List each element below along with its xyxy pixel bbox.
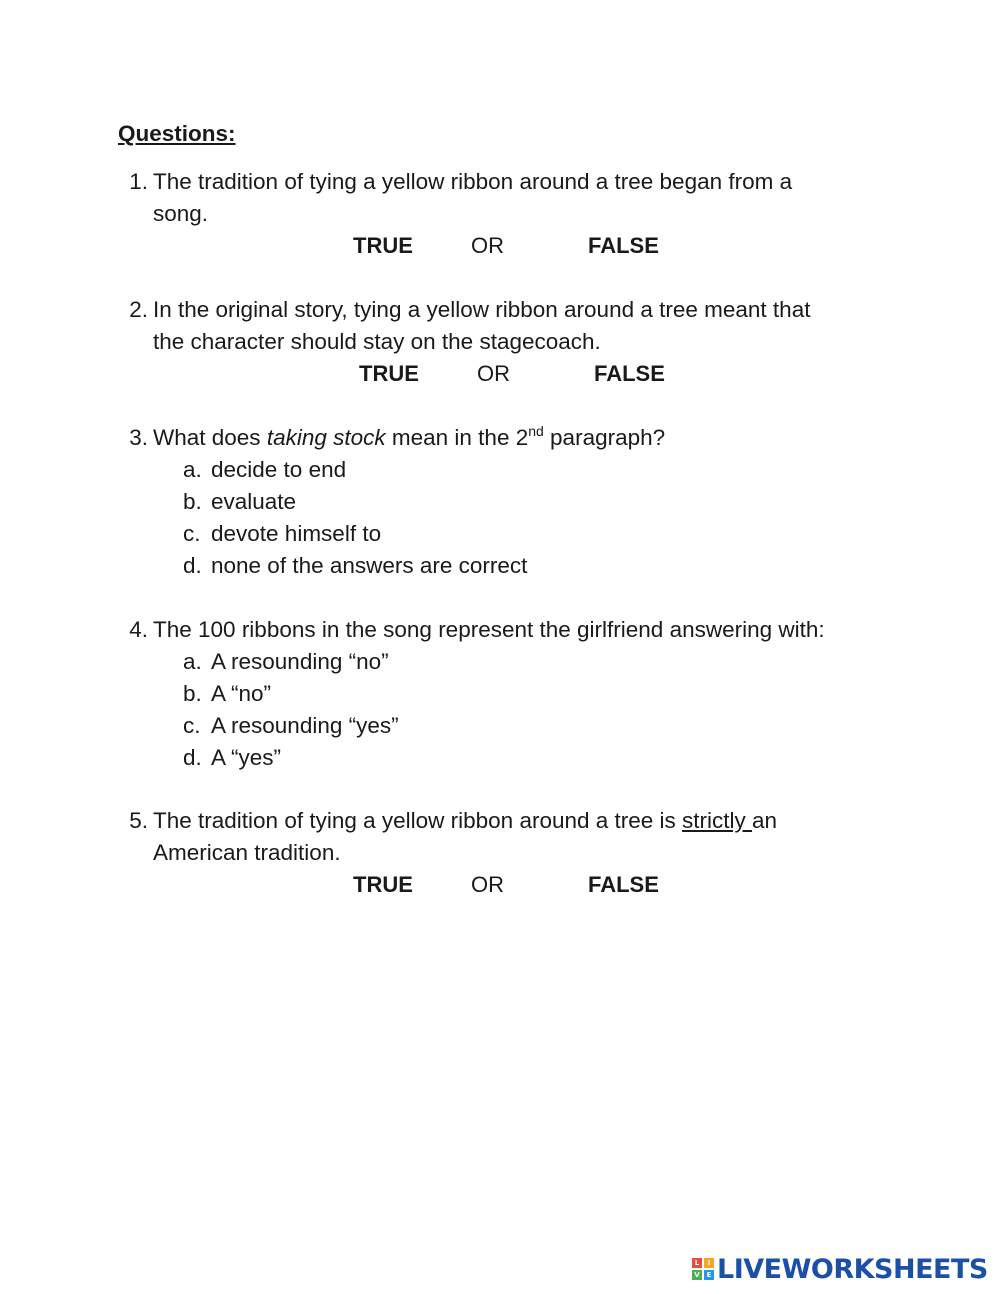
question-text: In the original story, tying a yellow ribbon around a tree meant that [153, 297, 811, 322]
question-number: 1. [129, 169, 148, 194]
italic-phrase: taking stock [266, 425, 386, 450]
question-text-cont: American tradition. [153, 840, 341, 865]
choice-b[interactable]: b. evaluate [183, 489, 297, 514]
or-label: OR [471, 872, 504, 897]
question-text-cont: song. [153, 201, 209, 226]
or-label: OR [477, 361, 510, 386]
question-text: The tradition of tying a yellow ribbon around a tree is strictly an [153, 808, 778, 833]
choice-a[interactable]: a. A resounding “no” [183, 649, 389, 674]
choice-c[interactable]: c. A resounding “yes” [183, 713, 399, 738]
true-option[interactable]: TRUE [353, 872, 413, 897]
liveworksheets-logo [692, 1253, 988, 1285]
logo-block: V [692, 1270, 702, 1280]
question-text: The tradition of tying a yellow ribbon around a tree began from a [153, 169, 793, 194]
logo-block: E [704, 1270, 714, 1280]
false-option[interactable]: FALSE [588, 872, 659, 897]
true-option[interactable]: TRUE [359, 361, 419, 386]
false-option[interactable]: FALSE [588, 233, 659, 258]
question-number: 5. [129, 808, 148, 833]
logo-block: I [704, 1258, 714, 1268]
false-option[interactable]: FALSE [594, 361, 665, 386]
choice-c[interactable]: c. devote himself to [183, 521, 382, 546]
logo-text: LIVEWORKSHEETS [717, 1253, 988, 1285]
or-label: OR [471, 233, 504, 258]
question-text: The 100 ribbons in the song represent the girlfriend answering with: [153, 617, 825, 642]
question-number: 2. [129, 297, 148, 322]
true-option[interactable]: TRUE [353, 233, 413, 258]
question-text-cont: the character should stay on the stagecoach. [153, 329, 601, 354]
choice-a[interactable]: a. decide to end [183, 457, 347, 482]
choice-b[interactable]: b. A “no” [183, 681, 272, 706]
question-text: What does taking stock mean in the 2nd paragraph? [153, 423, 666, 450]
question-number: 3. [129, 425, 148, 450]
questions-heading: Questions: [118, 121, 236, 146]
logo-icon [692, 1258, 714, 1280]
question-number: 4. [129, 617, 148, 642]
logo-block: L [692, 1258, 702, 1268]
underlined-word: strictly [682, 808, 753, 833]
choice-d[interactable]: d. none of the answers are correct [183, 553, 528, 578]
choice-d[interactable]: d. A “yes” [183, 745, 282, 770]
